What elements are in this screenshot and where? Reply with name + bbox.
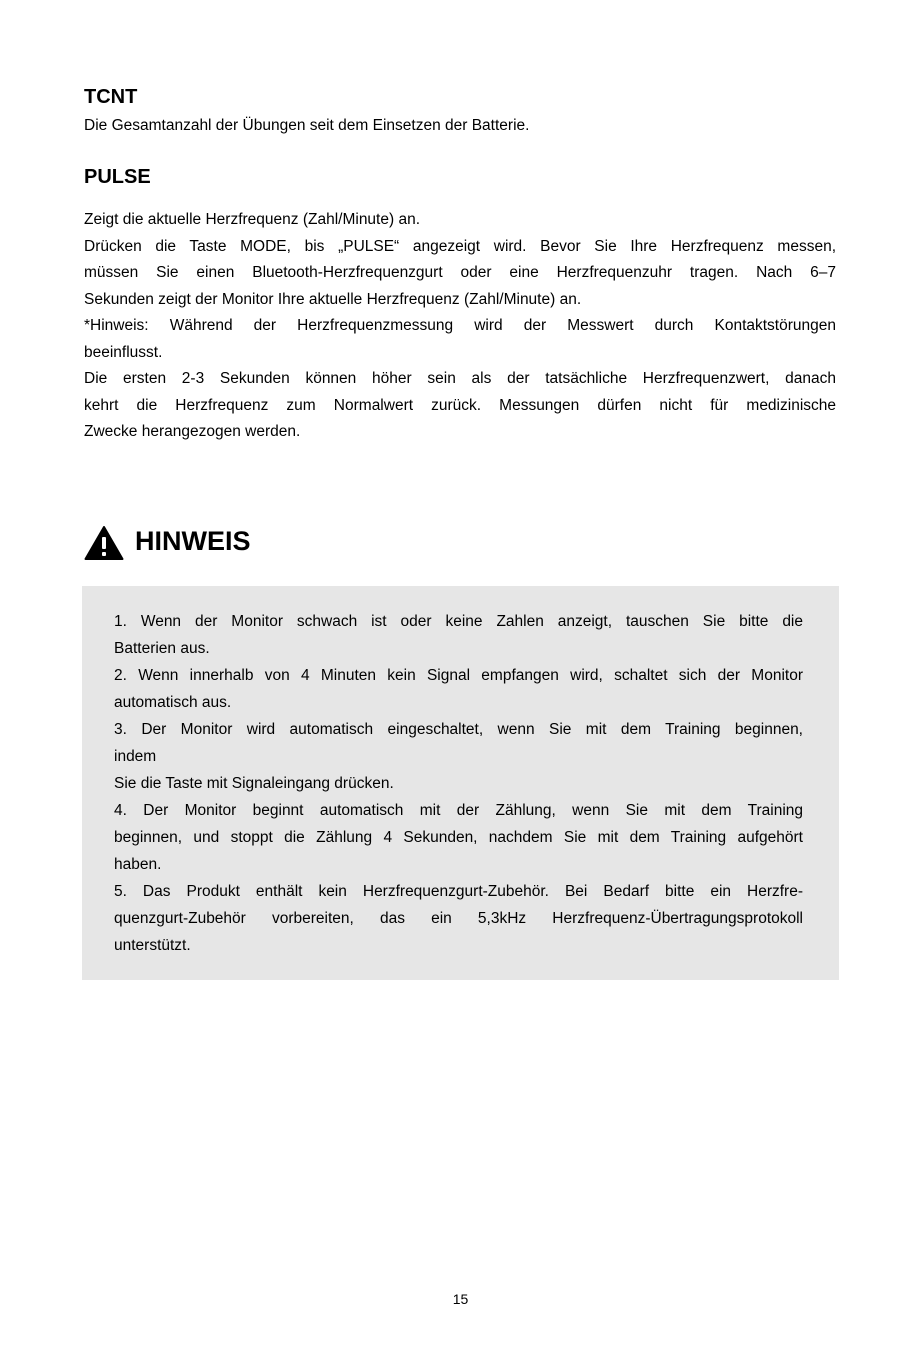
list-item: haben. (114, 856, 162, 873)
list-item: 3. Der Monitor wird automatisch eingeschaltet, wenn Sie mit dem Training beginnen, (114, 721, 803, 738)
list-item: 2. Wenn innerhalb von 4 Minuten kein Signal empfangen wird, schaltet sich der Monitor (114, 667, 803, 684)
list-item: 5. Das Produkt enthält kein Herzfrequenzgurt-Zubehör. Bei Bedarf bitte ein Herzfre- (114, 883, 803, 900)
pulse-line: Zeigt die aktuelle Herzfrequenz (Zahl/Minute) an. (84, 211, 420, 228)
hinweis-note-box (82, 586, 839, 980)
hinweis-list (114, 608, 803, 959)
pulse-line: Zwecke herangezogen werden. (84, 423, 301, 440)
pulse-line: kehrt die Herzfrequenz zum Normalwert zurück. Messungen dürfen nicht für medizinische (84, 396, 836, 414)
pulse-line: Die ersten 2-3 Sekunden können höher sein als der tatsächliche Herzfrequenzwert, danach (84, 370, 836, 387)
pulse-description (84, 207, 836, 446)
pulse-line: Drücken die Taste MODE, bis „PULSE“ angezeigt wird. Bevor Sie Ihre Herzfrequenz messen, (84, 237, 836, 255)
pulse-line: Sekunden zeigt der Monitor Ihre aktuelle Herzfrequenz (Zahl/Minute) an. (84, 290, 582, 308)
tcnt-heading: TCNT (84, 86, 138, 108)
list-item: automatisch aus. (114, 694, 232, 711)
list-item: 1. Wenn der Monitor schwach ist oder keine Zahlen anzeigt, tauschen Sie bitte die (114, 613, 803, 630)
page-number: 15 (452, 1291, 469, 1307)
list-item: indem (114, 748, 157, 765)
list-item: quenzgurt-Zubehör vorbereiten, das ein 5,3kHz Herzfrequenz-Übertragungsprotokoll (114, 910, 803, 927)
list-item: Batterien aus. (114, 640, 210, 657)
list-item: beginnen, und stoppt die Zählung 4 Sekunden, nachdem Sie mit dem Training aufgehört (114, 829, 803, 846)
list-item: unterstützt. (114, 937, 191, 954)
tcnt-description: Die Gesamtanzahl der Übungen seit dem Einsetzen der Batterie. (84, 117, 530, 134)
list-item: Sie die Taste mit Signaleingang drücken. (114, 775, 394, 792)
pulse-heading: PULSE (84, 166, 151, 188)
hinweis-title: HINWEIS (135, 526, 251, 556)
pulse-line: beeinflusst. (84, 343, 163, 361)
list-item: 4. Der Monitor beginnt automatisch mit der Zählung, wenn Sie mit dem Training (114, 802, 803, 819)
warning-triangle-icon (84, 525, 124, 561)
pulse-line: müssen Sie einen Bluetooth-Herzfrequenzgurt oder eine Herzfrequenzuhr tragen. Nach 6–7 (84, 264, 836, 281)
pulse-line: *Hinweis: Während der Herzfrequenzmessung wird der Messwert durch Kontaktstörungen (84, 317, 836, 334)
